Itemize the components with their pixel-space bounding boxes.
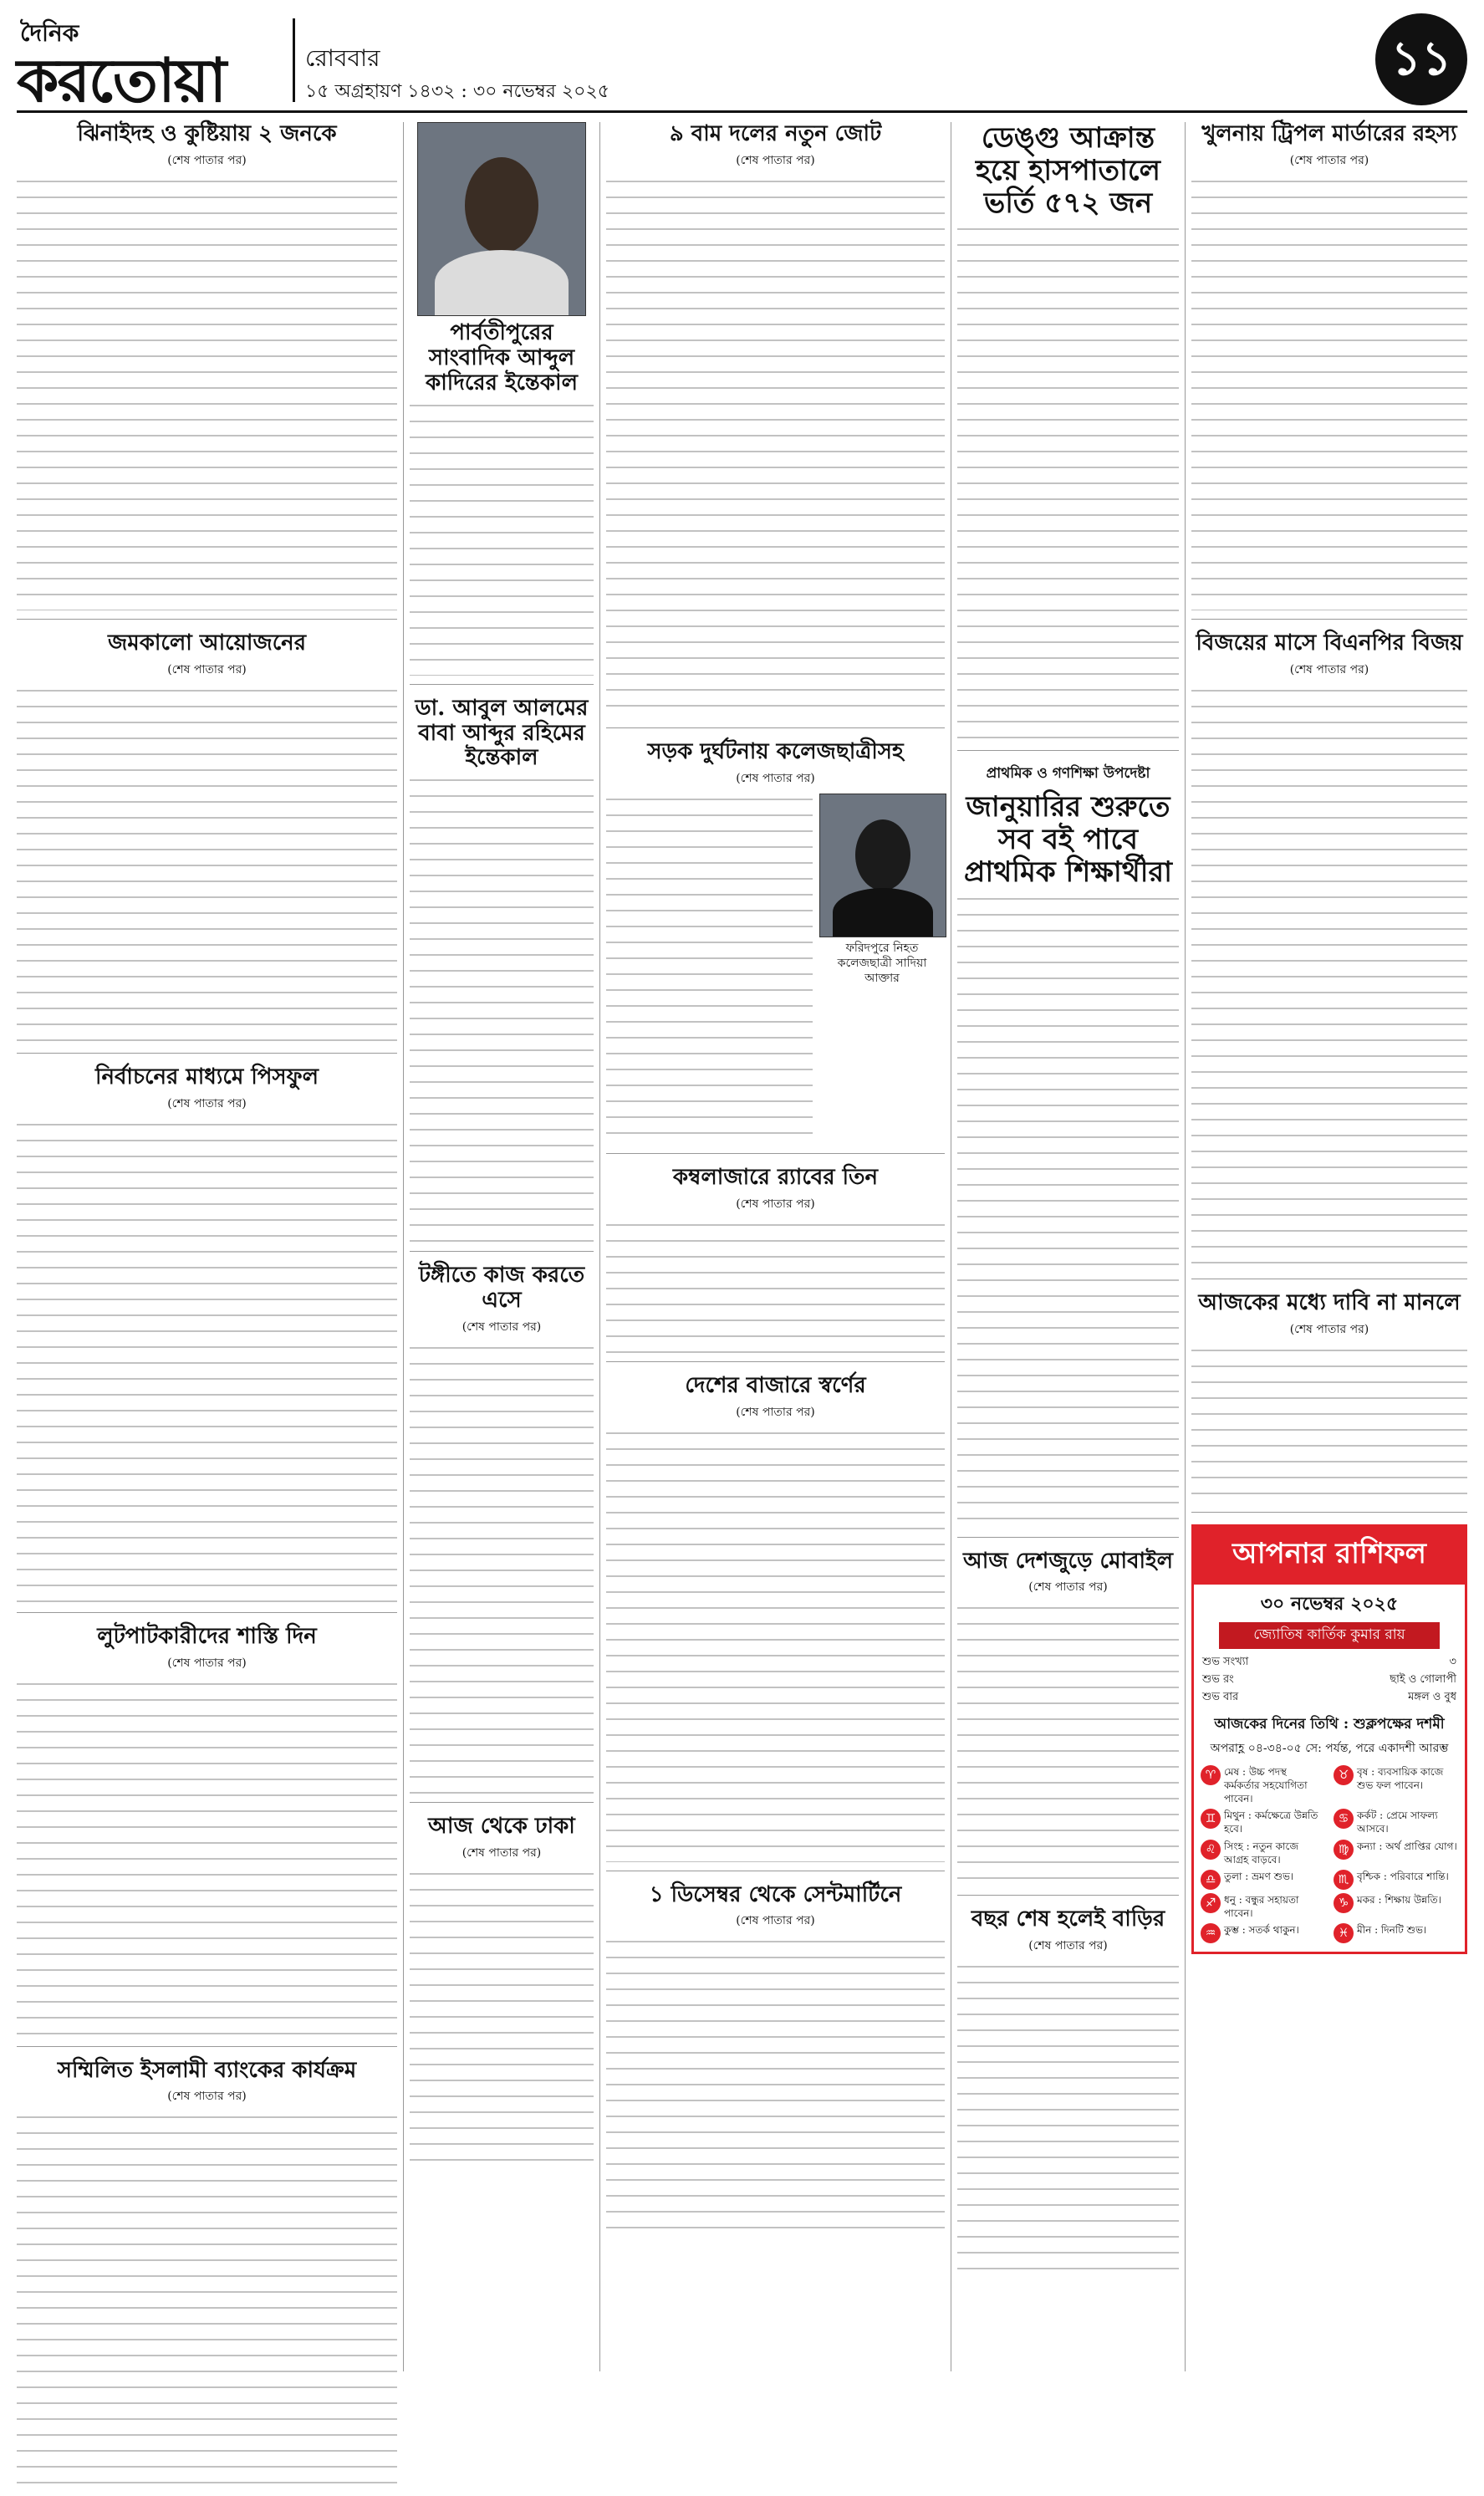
story-body <box>606 1936 945 2237</box>
masthead <box>17 12 1467 113</box>
lucky-value: মঙ্গল ও বুধ <box>1408 1690 1456 1703</box>
story-body <box>17 2111 397 2488</box>
lucky-row <box>1202 1672 1456 1689</box>
story-body <box>1191 685 1467 1270</box>
story-headline: ১ ডিসেম্বর থেকে সেন্টমার্টিনে <box>649 1881 902 1907</box>
story-headline: আজকের মধ্যে দাবি না মানলে <box>1198 1289 1461 1315</box>
masthead-divider <box>293 18 295 102</box>
lucky-value: ছাই ও গোলাপী <box>1390 1672 1456 1686</box>
column-1 <box>17 122 397 2371</box>
story-saint-martin <box>606 1883 945 2246</box>
story-headline: ডেঙ্গু আক্রান্ত হয়ে হাসপাতালে ভর্তি ৫৭২ জন <box>976 121 1160 221</box>
story-headline: আজ দেশজুড়ে মোবাইল <box>963 1548 1173 1574</box>
gemini-icon: ♊ <box>1201 1809 1221 1829</box>
column-divider <box>599 122 600 2371</box>
story-khulna-murder <box>1191 122 1467 620</box>
story-body <box>410 774 594 1243</box>
libra-icon: ♎ <box>1201 1870 1221 1890</box>
student-photo <box>819 794 946 937</box>
story-jhenaidah <box>17 122 397 620</box>
story-bnp-victory <box>1191 631 1467 1279</box>
story-headline: লুটপাটকারীদের শাস্তি দিন <box>97 1623 317 1649</box>
horoscope-title: আপনার রাশিফল <box>1194 1527 1465 1585</box>
story-mobile <box>957 1549 1179 1896</box>
story-journalist-obituary <box>410 321 594 685</box>
logo-small-text: দৈনিক <box>20 19 79 47</box>
story-continued: (শেষ পাতার পর) <box>167 153 247 167</box>
story-left-alliance <box>606 122 945 728</box>
capricorn-icon: ♑ <box>1334 1893 1354 1913</box>
story-dengue <box>957 122 1179 751</box>
logo <box>17 12 284 115</box>
photo-caption: ফরিদপুরে নিহত কলেজছাত্রী সাদিয়া আক্তার <box>837 941 927 986</box>
story-continued: (শেষ পাতার পর) <box>736 1914 815 1928</box>
story-continued: (শেষ পাতার পর) <box>736 771 815 785</box>
portrait-shoulder <box>833 888 933 937</box>
story-body <box>410 1868 594 2169</box>
zodiac-text: মিথুন : কর্মক্ষেত্রে উন্নতি হবে। <box>1224 1809 1318 1835</box>
scorpio-icon: ♏ <box>1334 1870 1354 1890</box>
story-body <box>410 1342 594 1794</box>
story-headline: ডা. আবুল আলমের বাবা আব্দুর রহিমের ইন্তেকাল <box>415 695 589 771</box>
logo-big-text: করতোয়া <box>17 45 226 115</box>
story-headline: আজ থেকে ঢাকা <box>428 1814 575 1840</box>
photo-block <box>819 794 945 1145</box>
zodiac-aries <box>1201 1765 1325 1806</box>
story-body <box>17 1678 397 2038</box>
story-body <box>606 1219 945 1353</box>
story-dhaka <box>410 1815 594 2177</box>
accident-row <box>606 794 945 1145</box>
zodiac-text: কুম্ভ : সতর্ক থাকুন। <box>1224 1924 1299 1937</box>
story-body <box>606 794 813 1145</box>
story-headline: কম্বলাজারে র‍্যাবের তিন <box>672 1164 879 1190</box>
story-continued: (শেষ পাতার পর) <box>1289 153 1369 167</box>
story-continued: (শেষ পাতার পর) <box>167 1656 247 1670</box>
pisces-icon: ♓ <box>1334 1923 1354 1943</box>
portrait-face <box>855 819 910 891</box>
story-house-rent <box>957 1907 1179 2287</box>
lucky-label: শুভ সংখ্যা <box>1202 1655 1249 1668</box>
column-2 <box>410 122 594 2371</box>
masthead-day: রোববার <box>305 44 380 72</box>
aquarius-icon: ♒ <box>1201 1923 1221 1943</box>
story-headline: বিজয়ের মাসে বিএনপির বিজয় <box>1196 630 1463 656</box>
zodiac-text: কর্কট : প্রেমে সাফল্য আসবে। <box>1357 1809 1438 1835</box>
column-5 <box>1191 122 1467 1954</box>
story-islami-bank <box>17 2059 397 2496</box>
story-body <box>606 176 945 719</box>
story-body <box>17 685 397 1044</box>
story-continued: (শেষ পাতার পর) <box>167 1096 247 1110</box>
story-headline: বছর শেষ হলেই বাড়ির <box>971 1906 1165 1932</box>
lucky-value: ৩ <box>1449 1655 1456 1668</box>
zodiac-text: সিংহ : নতুন কাজে আগ্রহ বাড়বে। <box>1224 1840 1299 1866</box>
story-headline: সম্মিলিত ইসলামী ব্যাংকের কার্যক্রম <box>57 2057 357 2083</box>
story-continued: (শেষ পাতার পর) <box>167 2090 247 2104</box>
story-headline: সড়ক দুর্ঘটনায় কলেজছাত্রীসহ <box>647 738 904 764</box>
story-headline: জমকালো আয়োজনের <box>108 630 306 656</box>
cancer-icon: ♋ <box>1334 1809 1354 1829</box>
horoscope-tithi: আজকের দিনের তিথি : শুক্লপক্ষের দশমী <box>1214 1715 1445 1733</box>
lucky-label: শুভ রং <box>1202 1672 1234 1686</box>
zodiac-text: বৃশ্চিক : পরিবারে শান্তি। <box>1357 1870 1449 1882</box>
story-continued: (শেষ পাতার পর) <box>462 1320 542 1335</box>
story-textbooks <box>957 763 1179 1537</box>
column-4 <box>957 122 1179 2299</box>
story-headline: দেশের বাজারে স্বর্ণের <box>685 1372 866 1398</box>
zodiac-text: কন্যা : অর্থ প্রাপ্তির যোগ। <box>1357 1840 1457 1852</box>
column-3 <box>606 122 945 2257</box>
story-body <box>957 1961 1179 2279</box>
story-headline: ৯ বাম দলের নতুন জোট <box>669 121 882 146</box>
horoscope-date: ৩০ নভেম্বর ২০২৫ <box>1260 1592 1399 1615</box>
story-continued: (শেষ পাতার পর) <box>736 153 815 167</box>
story-body <box>957 223 1179 742</box>
zodiac-aquarius <box>1201 1923 1325 1943</box>
portrait-photo <box>417 122 586 316</box>
portrait-face <box>465 157 538 253</box>
story-rahim-obituary <box>410 697 594 1253</box>
story-continued: (শেষ পাতার পর) <box>1289 662 1369 676</box>
story-headline: খুলনায় ট্রিপল মার্ডারের রহস্য <box>1201 121 1457 146</box>
zodiac-gemini <box>1201 1809 1325 1835</box>
horoscope-lucky-table <box>1202 1654 1456 1707</box>
virgo-icon: ♍ <box>1334 1840 1354 1860</box>
story-continued: (শেষ পাতার পর) <box>1028 1939 1108 1953</box>
story-tongi <box>410 1263 594 1803</box>
story-continued: (শেষ পাতার পর) <box>1289 1322 1369 1336</box>
portrait-shoulder <box>435 250 569 315</box>
story-rab <box>606 1166 945 1362</box>
story-headline: টঙ্গীতে কাজ করতে এসে <box>418 1263 585 1314</box>
horoscope-box <box>1191 1524 1467 1955</box>
story-body <box>606 1427 945 1862</box>
zodiac-text: মেষ : উচ্চ পদস্থ কর্মকর্তার সহযোগিতা পাবেন। <box>1224 1765 1308 1805</box>
lucky-row <box>1202 1689 1456 1707</box>
zodiac-taurus <box>1334 1765 1458 1806</box>
horoscope-time: অপরাহ্ণ ০৪-৩৪-০৫ সে: পর্যন্ত, পরে একাদশী আরম্ভ <box>1210 1741 1449 1755</box>
lucky-label: শুভ বার <box>1202 1690 1239 1703</box>
zodiac-scorpio <box>1334 1870 1458 1890</box>
story-demands <box>1191 1291 1467 1513</box>
aries-icon: ♈ <box>1201 1765 1221 1785</box>
story-body <box>957 1602 1179 1886</box>
story-peaceful <box>17 1065 397 1613</box>
zodiac-grid <box>1194 1765 1465 1952</box>
story-headline: জানুয়ারির শুরুতে সব বই পাবে প্রাথমিক শিক্ষার্থীরা <box>963 790 1173 890</box>
zodiac-leo <box>1201 1840 1325 1866</box>
zodiac-capricorn <box>1334 1893 1458 1920</box>
story-body <box>17 176 397 610</box>
column-divider <box>1185 122 1186 2371</box>
story-body <box>410 400 594 676</box>
story-continued: (শেষ পাতার পর) <box>1028 1580 1108 1595</box>
story-headline: পার্বতীপুরের সাংবাদিক আব্দুল কাদিরের ইন্তেকাল <box>426 320 578 396</box>
story-continued: (শেষ পাতার পর) <box>167 662 247 676</box>
zodiac-text: মীন : দিনটি শুভ। <box>1357 1924 1427 1937</box>
zodiac-text: ধনু : বন্ধুর সহায়তা পাবেন। <box>1224 1893 1299 1920</box>
story-continued: (শেষ পাতার পর) <box>736 1405 815 1419</box>
story-looters <box>17 1625 397 2047</box>
page-number: ১১ <box>1375 13 1467 105</box>
zodiac-pisces <box>1334 1923 1458 1943</box>
taurus-icon: ♉ <box>1334 1765 1354 1785</box>
story-road-accident <box>606 740 945 1154</box>
sagittarius-icon: ♐ <box>1201 1893 1221 1913</box>
horoscope-author: জ্যোতিষ কার্তিক কুমার রায় <box>1219 1622 1440 1649</box>
zodiac-virgo <box>1334 1840 1458 1866</box>
story-continued: (শেষ পাতার পর) <box>462 1846 542 1861</box>
leo-icon: ♌ <box>1201 1840 1221 1860</box>
zodiac-text: বৃষ : ব্যবসায়িক কাজে শুভ ফল পাবেন। <box>1357 1765 1444 1791</box>
story-body <box>1191 1345 1467 1503</box>
masthead-date: ১৫ অগ্রহায়ণ ১৪৩২ : ৩০ নভেম্বর ২০২৫ <box>305 81 610 102</box>
column-divider <box>403 122 404 2371</box>
story-continued: (শেষ পাতার পর) <box>736 1197 815 1211</box>
story-headline: ঝিনাইদহ ও কুষ্টিয়ায় ২ জনকে <box>77 121 337 146</box>
story-body <box>17 1119 397 1604</box>
zodiac-cancer <box>1334 1809 1458 1835</box>
zodiac-text: তুলা : ভ্রমণ শুভ। <box>1224 1870 1294 1882</box>
story-gold-market <box>606 1374 945 1871</box>
story-jomkalo <box>17 631 397 1054</box>
story-body <box>957 893 1179 1529</box>
lucky-row <box>1202 1654 1456 1672</box>
zodiac-text: মকর : শিক্ষায় উন্নতি। <box>1357 1893 1441 1906</box>
zodiac-sagittarius <box>1201 1893 1325 1920</box>
story-body <box>1191 176 1467 610</box>
zodiac-libra <box>1201 1870 1325 1890</box>
story-kicker: প্রাথমিক ও গণশিক্ষা উপদেষ্টা <box>986 765 1150 783</box>
story-headline: নির্বাচনের মাধ্যমে পিসফুল <box>95 1064 319 1090</box>
